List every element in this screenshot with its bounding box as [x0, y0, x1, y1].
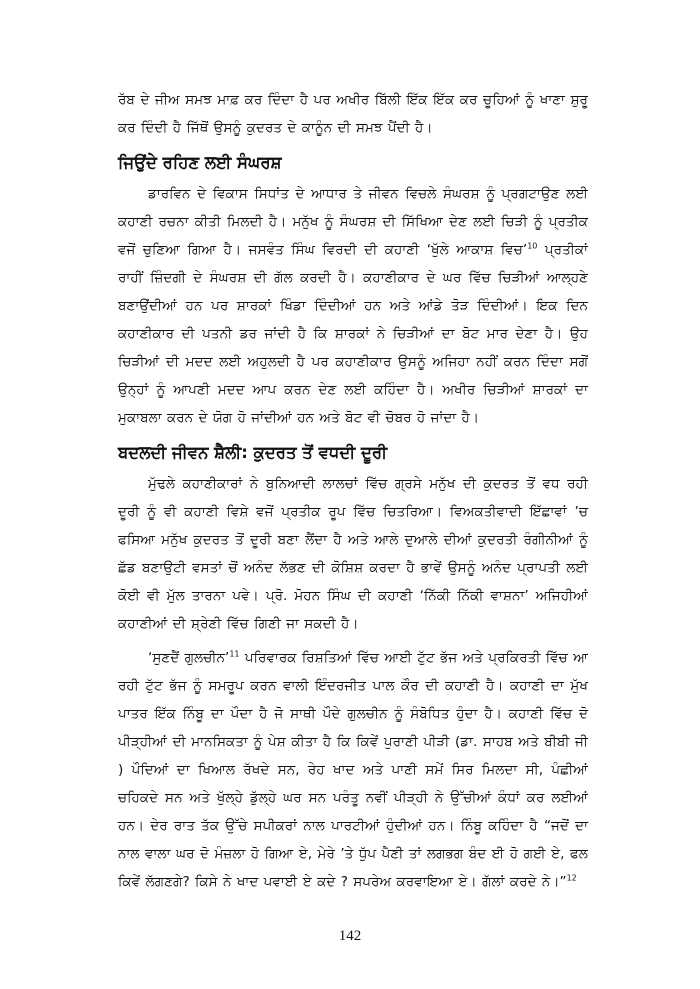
paragraph-text: ‘ਸੁਣਦੈਂ ਗੁਲਚੀਨ’ — [148, 650, 230, 666]
paragraph-lifestyle: ਮੁੱਢਲੇ ਕਹਾਣੀਕਾਰਾਂ ਨੇ ਬੁਨਿਆਦੀ ਲਾਲਚਾਂ ਵਿੱਚ ਗ੍ਰਸੇ ਮਨੁੱਖ ਦੀ ਕੁਦਰਤ ਤੋਂ ਵਧ ਰਹੀ ਦੂਰੀ ਨੂੰ ਵੀ ਕਹਾਣੀ ਵਿਸ਼ੇ ਵਜੋਂ ਪ੍ਰਤੀਕ ਰੂਪ ਵਿੱਚ ਚਿਤਰਿਆ। ਵਿਅਕਤੀਵਾਦੀ ਇੱਛਾਵਾਂ ’ਚ ਫਸਿਆ ਮਨੁੱਖ ਕੁਦਰਤ ਤੋਂ ਦੂਰੀ ਬਣਾ ਲੈਂਦਾ ਹੈ ਅਤੇ ਆਲੇ ਦੁਆਲੇ ਦੀਆਂ ਕੁਦਰਤੀ ਰੰਗੀਨੀਆਂ ਨੂੰ ਛੱਡ ਬਣਾਉਟੀ ਵਸਤਾਂ ਚੋਂ ਅਨੰਦ ਲੱਭਣ ਦੀ ਕੋਸ਼ਿਸ਼ ਕਰਦਾ ਹੈ ਭਾਵੇਂ ਉਸਨੂੰ ਅਨੰਦ ਪ੍ਰਾਪਤੀ ਲਈ ਕੋਈ ਵੀ ਮੁੱਲ ਤਾਰਨਾ ਪਵੇ। ਪ੍ਰੋ. ਮੋਹਨ ਸਿੰਘ ਦੀ ਕਹਾਣੀ ‘ਨਿੱਕੀ ਨਿੱਕੀ ਵਾਸ਼ਨਾ’ ਅਜਿਹੀਆਂ ਕਹਾਣੀਆਂ ਦੀ ਸ਼੍ਰੇਣੀ ਵਿੱਚ ਗਿਣੀ ਜਾ ਸਕਦੀ ਹੈ। — [118, 476, 588, 632]
paragraph-text: ਡਾਰਵਿਨ ਦੇ ਵਿਕਾਸ ਸਿਧਾਂਤ ਦੇ ਆਧਾਰ ਤੇ ਜੀਵਨ ਵਿਚਲੇ ਸੰਘਰਸ਼ ਨੂੰ ਪ੍ਰਗਟਾਉਣ ਲਈ ਕਹਾਣੀ ਰਚਨਾ ਕੀਤੀ ਮਿਲਦੀ ਹੈ। ਮਨੁੱਖ ਨੂੰ ਸੰਘਰਸ਼ ਦੀ ਸਿੱਖਿਆ ਦੇਣ ਲਈ ਚਿੜੀ ਨੂੰ ਪ੍ਰਤੀਕ ਵਜੋਂ ਚੁਣਿਆ ਗਿਆ ਹੈ। ਜਸਵੰਤ ਸਿੰਘ ਵਿਰਦੀ ਦੀ ਕਹਾਣੀ ‘ਖੁੱਲੇ ਆਕਾਸ਼ ਵਿਚ’ — [118, 186, 588, 258]
section-heading-lifestyle: ਬਦਲਦੀ ਜੀਵਨ ਸ਼ੈਲੀ: ਕੁਦਰਤ ਤੋਂ ਵਧਦੀ ਦੂਰੀ — [118, 443, 388, 462]
page-body — [118, 86, 588, 896]
footnote-ref-10: 10 — [527, 241, 538, 251]
paragraph-struggle — [118, 180, 588, 432]
section-heading-struggle: ਜਿਉਂਦੇ ਰਹਿਣ ਲਈ ਸੰਘਰਸ਼ — [118, 153, 282, 172]
footnote-ref-11: 11 — [229, 649, 240, 659]
page-number: 142 — [338, 928, 362, 944]
intro-paragraph: ਰੱਬ ਦੇ ਜੀਅ ਸਮਝ ਮਾਫ਼ ਕਰ ਦਿੰਦਾ ਹੈ ਪਰ ਅਖੀਰ ਬਿੱਲੀ ਇੱਕ ਇੱਕ ਕਰ ਚੂਹਿਆਂ ਨੂੰ ਖਾਣਾ ਸ਼ੁਰੂ ਕਰ ਦਿੰਦੀ ਹੈ ਜਿੱਥੋਂ ਉਸਨੂੰ ਕੁਦਰਤ ਦੇ ਕਾਨੂੰਨ ਦੀ ਸਮਝ ਪੈਂਦੀ ਹੈ। — [118, 92, 588, 136]
paragraph-text: ਪਰਿਵਾਰਕ ਰਿਸ਼ਤਿਆਂ ਵਿੱਚ ਆਈ ਟੁੱਟ ਭੱਜ ਅਤੇ ਪ੍ਰਕਿਰਤੀ ਵਿੱਚ ਆ ਰਹੀ ਟੁੱਟ ਭੱਜ ਨੂੰ ਸਮਰੂਪ ਕਰਨ ਵਾਲੀ ਇੰਦਰਜੀਤ ਪਾਲ ਕੌਰ ਦੀ ਕਹਾਣੀ ਹੈ। ਕਹਾਣੀ ਦਾ ਮੁੱਖ ਪਾਤਰ ਇੱਕ ਨਿੰਬੂ ਦਾ ਪੌਦਾ ਹੈ ਜੋ ਸਾਥੀ ਪੌਦੇ ਗੁਲਚੀਨ ਨੂੰ ਸੰਬੋਧਿਤ ਹੁੰਦਾ ਹੈ। ਕਹਾਣੀ ਵਿੱਚ ਦੋ ਪੀੜ੍ਹੀਆਂ ਦੀ ਮਾਨਸਿਕਤਾ ਨੂੰ ਪੇਸ਼ ਕੀਤਾ ਹੈ ਕਿ ਕਿਵੇਂ ਪੁਰਾਣੀ ਪੀੜੀ (ਡਾ. ਸਾਹਬ ਅਤੇ ਬੀਬੀ ਜੀ ) ਪੌਦਿਆਂ ਦਾ ਖਿਆਲ ਰੱਖਦੇ ਸਨ, ਰੇਹ ਖਾਦ ਅਤੇ ਪਾਣੀ ਸਮੇਂ ਸਿਰ ਮਿਲਦਾ ਸੀ, ਪੰਛੀਆਂ ਚਹਿਕਦੇ ਸਨ ਅਤੇ ਖੁੱਲ੍ਹੇ ਡੁੱਲ੍ਹੇ ਘਰ ਸਨ ਪਰੰਤੂ ਨਵੀਂ ਪੀੜ੍ਹੀ ਨੇ ਉੱਚੀਆਂ ਕੰਧਾਂ ਕਰ ਲਈਆਂ ਹਨ। ਦੇਰ ਰਾਤ ਤੱਕ ਉੱਚੇ ਸਪੀਕਰਾਂ ਨਾਲ ਪਾਰਟੀਆਂ ਹੁੰਦੀਆਂ ਹਨ। ਨਿੰਬੂ ਕਹਿੰਦਾ ਹੈ “ਜਦੋਂ ਦਾ ਨਾਲ ਵਾਲਾ ਘਰ ਦੋ ਮੰਜ਼ਲਾ ਹੋ ਗਿਆ ਏ, ਮੇਰੇ ’ਤੇ ਧੁੱਪ ਪੈਣੀ ਤਾਂ ਲਗਭਗ ਬੰਦ ਈ ਹੋ ਗਈ ਏ, ਫਲ ਕਿਵੇਂ ਲੱਗਣਗੇ? ਕਿਸੇ ਨੇ ਖਾਦ ਪਵਾਈ ਏ ਕਦੇ ? ਸਪਰੇਅ ਕਰਵਾਇਆ ਏ। ਗੱਲਾਂ ਕਰਦੇ ਨੇ।” — [118, 650, 589, 890]
paragraph-gulcheen — [118, 644, 588, 896]
footnote-ref-12: 12 — [566, 873, 577, 883]
paragraph-text: ਪ੍ਰਤੀਕਾਂ ਰਾਹੀਂ ਜ਼ਿੰਦਗੀ ਦੇ ਸੰਘਰਸ਼ ਦੀ ਗੱਲ ਕਰਦੀ ਹੈ। ਕਹਾਣੀਕਾਰ ਦੇ ਘਰ ਵਿੱਚ ਚਿੜੀਆਂ ਆਲ੍ਹਣੇ ਬਣਾਉਂਦੀਆਂ ਹਨ ਪਰ ਸ਼ਾਰਕਾਂ ਖਿੰਡਾ ਦਿੰਦੀਆਂ ਹਨ ਅਤੇ ਆਂਡੇ ਤੋੜ ਦਿੰਦੀਆਂ। ਇਕ ਦਿਨ ਕਹਾਣੀਕਾਰ ਦੀ ਪਤਨੀ ਡਰ ਜਾਂਦੀ ਹੈ ਕਿ ਸ਼ਾਰਕਾਂ ਨੇ ਚਿੜੀਆਂ ਦਾ ਬੋਟ ਮਾਰ ਦੇਣਾ ਹੈ। ਉਹ ਚਿੜੀਆਂ ਦੀ ਮਦਦ ਲਈ ਅਹੁਲਦੀ ਹੈ ਪਰ ਕਹਾਣੀਕਾਰ ਉਸਨੂੰ ਅਜਿਹਾ ਨਹੀਂ ਕਰਨ ਦਿੰਦਾ ਸਗੋਂ ਉਨ੍ਹਾਂ ਨੂੰ ਆਪਣੀ ਮਦਦ ਆਪ ਕਰਨ ਦੇਣ ਲਈ ਕਹਿੰਦਾ ਹੈ। ਅਖੀਰ ਚਿੜੀਆਂ ਸ਼ਾਰਕਾਂ ਦਾ ਮੁਕਾਬਲਾ ਕਰਨ ਦੇ ਯੋਗ ਹੋ ਜਾਂਦੀਆਂ ਹਨ ਅਤੇ ਬੋਟ ਵੀ ਚੋਬਰ ਹੋ ਜਾਂਦਾ ਹੈ। — [118, 242, 588, 426]
